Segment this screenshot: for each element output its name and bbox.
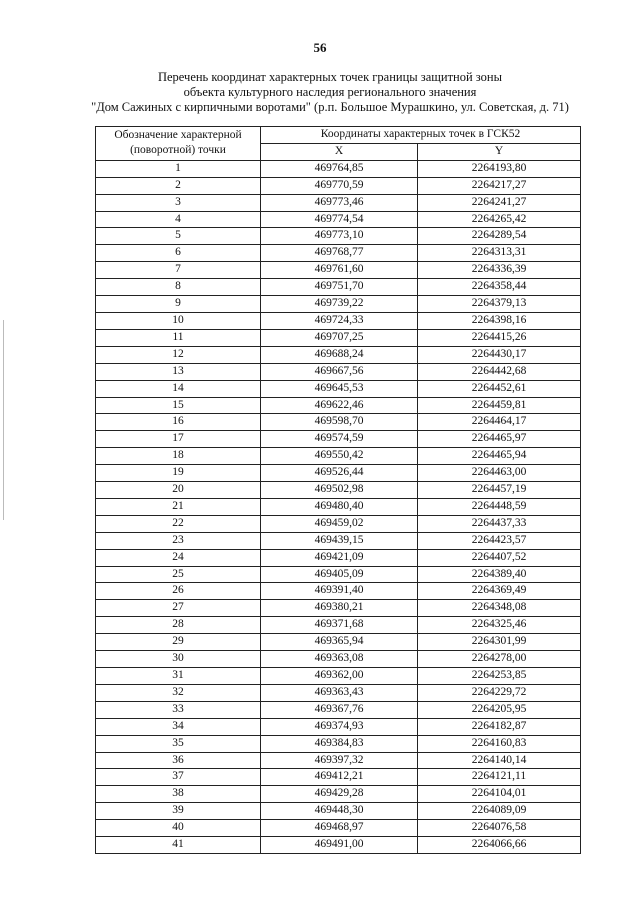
point-number-cell: 8: [96, 279, 261, 296]
y-coordinate-cell: 2264265,42: [418, 211, 581, 228]
y-coordinate-cell: 2264193,80: [418, 160, 581, 177]
header-y: Y: [418, 143, 581, 160]
x-coordinate-cell: 469362,00: [261, 668, 418, 685]
point-number-cell: 20: [96, 482, 261, 499]
y-coordinate-cell: 2264182,87: [418, 718, 581, 735]
x-coordinate-cell: 469502,98: [261, 482, 418, 499]
table-row: [96, 296, 581, 313]
x-coordinate-cell: 469550,42: [261, 448, 418, 465]
point-number-cell: 11: [96, 329, 261, 346]
x-coordinate-cell: 469707,25: [261, 329, 418, 346]
x-coordinate-cell: 469724,33: [261, 312, 418, 329]
point-number-cell: 38: [96, 786, 261, 803]
x-coordinate-cell: 469667,56: [261, 363, 418, 380]
x-coordinate-cell: 469391,40: [261, 583, 418, 600]
y-coordinate-cell: 2264205,95: [418, 701, 581, 718]
x-coordinate-cell: 469380,21: [261, 600, 418, 617]
table-row: [96, 566, 581, 583]
y-coordinate-cell: 2264415,26: [418, 329, 581, 346]
table-row: [96, 312, 581, 329]
y-coordinate-cell: 2264348,08: [418, 600, 581, 617]
point-number-cell: 35: [96, 735, 261, 752]
table-row: [96, 482, 581, 499]
x-coordinate-cell: 469773,10: [261, 228, 418, 245]
y-coordinate-cell: 2264369,49: [418, 583, 581, 600]
point-number-cell: 28: [96, 617, 261, 634]
table-row: [96, 651, 581, 668]
point-number-cell: 26: [96, 583, 261, 600]
point-number-cell: 27: [96, 600, 261, 617]
point-number-cell: 17: [96, 431, 261, 448]
point-number-cell: 33: [96, 701, 261, 718]
y-coordinate-cell: 2264289,54: [418, 228, 581, 245]
y-coordinate-cell: 2264430,17: [418, 346, 581, 363]
point-number-cell: 7: [96, 262, 261, 279]
y-coordinate-cell: 2264066,66: [418, 837, 581, 854]
y-coordinate-cell: 2264459,81: [418, 397, 581, 414]
header-point-designation: Обозначение характерной (поворотной) точки: [96, 127, 261, 161]
y-coordinate-cell: 2264358,44: [418, 279, 581, 296]
x-coordinate-cell: 469405,09: [261, 566, 418, 583]
point-number-cell: 10: [96, 312, 261, 329]
point-number-cell: 12: [96, 346, 261, 363]
y-coordinate-cell: 2264301,99: [418, 634, 581, 651]
table-header: [96, 127, 581, 161]
title-line-2: объекта культурного наследия регионального значения: [183, 85, 477, 99]
table-row: [96, 211, 581, 228]
y-coordinate-cell: 2264278,00: [418, 651, 581, 668]
x-coordinate-cell: 469363,43: [261, 684, 418, 701]
table-row: [96, 837, 581, 854]
y-coordinate-cell: 2264389,40: [418, 566, 581, 583]
y-coordinate-cell: 2264104,01: [418, 786, 581, 803]
table-row: [96, 346, 581, 363]
table-row: [96, 684, 581, 701]
point-number-cell: 37: [96, 769, 261, 786]
point-number-cell: 2: [96, 177, 261, 194]
x-coordinate-cell: 469371,68: [261, 617, 418, 634]
point-number-cell: 19: [96, 465, 261, 482]
x-coordinate-cell: 469768,77: [261, 245, 418, 262]
table-row: [96, 600, 581, 617]
x-coordinate-cell: 469384,83: [261, 735, 418, 752]
point-number-cell: 29: [96, 634, 261, 651]
x-coordinate-cell: 469774,54: [261, 211, 418, 228]
y-coordinate-cell: 2264253,85: [418, 668, 581, 685]
x-coordinate-cell: 469459,02: [261, 515, 418, 532]
table-row: [96, 786, 581, 803]
point-number-cell: 41: [96, 837, 261, 854]
point-number-cell: 30: [96, 651, 261, 668]
point-number-cell: 31: [96, 668, 261, 685]
point-number-cell: 6: [96, 245, 261, 262]
x-coordinate-cell: 469363,08: [261, 651, 418, 668]
point-number-cell: 24: [96, 549, 261, 566]
x-coordinate-cell: 469429,28: [261, 786, 418, 803]
table-row: [96, 752, 581, 769]
y-coordinate-cell: 2264423,57: [418, 532, 581, 549]
point-number-cell: 15: [96, 397, 261, 414]
point-number-cell: 21: [96, 498, 261, 515]
y-coordinate-cell: 2264229,72: [418, 684, 581, 701]
x-coordinate-cell: 469764,85: [261, 160, 418, 177]
x-coordinate-cell: 469761,60: [261, 262, 418, 279]
x-coordinate-cell: 469688,24: [261, 346, 418, 363]
table-row: [96, 245, 581, 262]
point-number-cell: 32: [96, 684, 261, 701]
page-number: 56: [313, 40, 327, 55]
table-row: [96, 228, 581, 245]
x-coordinate-cell: 469770,59: [261, 177, 418, 194]
y-coordinate-cell: 2264465,94: [418, 448, 581, 465]
table-row: [96, 668, 581, 685]
point-number-cell: 14: [96, 380, 261, 397]
x-coordinate-cell: 469367,76: [261, 701, 418, 718]
y-coordinate-cell: 2264442,68: [418, 363, 581, 380]
y-coordinate-cell: 2264160,83: [418, 735, 581, 752]
header-coordinates: Координаты характерных точек в ГСК52: [261, 127, 581, 144]
y-coordinate-cell: 2264464,17: [418, 414, 581, 431]
table-row: [96, 735, 581, 752]
table-row: [96, 583, 581, 600]
x-coordinate-cell: 469526,44: [261, 465, 418, 482]
y-coordinate-cell: 2264407,52: [418, 549, 581, 566]
x-coordinate-cell: 469645,53: [261, 380, 418, 397]
y-coordinate-cell: 2264457,19: [418, 482, 581, 499]
y-coordinate-cell: 2264465,97: [418, 431, 581, 448]
point-number-cell: 3: [96, 194, 261, 211]
point-number-cell: 18: [96, 448, 261, 465]
x-coordinate-cell: 469439,15: [261, 532, 418, 549]
title-line-3: "Дом Сажиных с кирпичными воротами" (р.п. Большое Мурашкино, ул. Советская, д. 71): [91, 100, 569, 114]
point-number-cell: 39: [96, 803, 261, 820]
coordinates-table: [95, 126, 581, 854]
table-row: [96, 634, 581, 651]
table-row: [96, 160, 581, 177]
point-number-cell: 1: [96, 160, 261, 177]
table-row: [96, 718, 581, 735]
table-row: [96, 549, 581, 566]
point-number-cell: 13: [96, 363, 261, 380]
table-row: [96, 431, 581, 448]
x-coordinate-cell: 469598,70: [261, 414, 418, 431]
y-coordinate-cell: 2264463,00: [418, 465, 581, 482]
y-coordinate-cell: 2264452,61: [418, 380, 581, 397]
y-coordinate-cell: 2264076,58: [418, 820, 581, 837]
y-coordinate-cell: 2264140,14: [418, 752, 581, 769]
y-coordinate-cell: 2264448,59: [418, 498, 581, 515]
y-coordinate-cell: 2264313,31: [418, 245, 581, 262]
y-coordinate-cell: 2264336,39: [418, 262, 581, 279]
y-coordinate-cell: 2264325,46: [418, 617, 581, 634]
x-coordinate-cell: 469574,59: [261, 431, 418, 448]
point-number-cell: 4: [96, 211, 261, 228]
y-coordinate-cell: 2264217,27: [418, 177, 581, 194]
y-coordinate-cell: 2264121,11: [418, 769, 581, 786]
table-row: [96, 701, 581, 718]
table-row: [96, 803, 581, 820]
point-number-cell: 16: [96, 414, 261, 431]
scan-margin-line: [3, 320, 4, 520]
x-coordinate-cell: 469739,22: [261, 296, 418, 313]
header-x: X: [261, 143, 418, 160]
x-coordinate-cell: 469397,32: [261, 752, 418, 769]
document-title: [60, 70, 600, 115]
x-coordinate-cell: 469448,30: [261, 803, 418, 820]
point-number-cell: 22: [96, 515, 261, 532]
y-coordinate-cell: 2264089,09: [418, 803, 581, 820]
x-coordinate-cell: 469374,93: [261, 718, 418, 735]
table-row: [96, 397, 581, 414]
table-row: [96, 532, 581, 549]
point-number-cell: 9: [96, 296, 261, 313]
x-coordinate-cell: 469468,97: [261, 820, 418, 837]
table-row: [96, 329, 581, 346]
table-row: [96, 769, 581, 786]
x-coordinate-cell: 469412,21: [261, 769, 418, 786]
x-coordinate-cell: 469773,46: [261, 194, 418, 211]
point-number-cell: 34: [96, 718, 261, 735]
point-number-cell: 36: [96, 752, 261, 769]
point-number-cell: 5: [96, 228, 261, 245]
table-row: [96, 448, 581, 465]
table-body: [96, 160, 581, 853]
x-coordinate-cell: 469491,00: [261, 837, 418, 854]
y-coordinate-cell: 2264398,16: [418, 312, 581, 329]
x-coordinate-cell: 469622,46: [261, 397, 418, 414]
table-row: [96, 498, 581, 515]
x-coordinate-cell: 469421,09: [261, 549, 418, 566]
table-row: [96, 820, 581, 837]
table-row: [96, 177, 581, 194]
point-number-cell: 40: [96, 820, 261, 837]
table-row: [96, 363, 581, 380]
y-coordinate-cell: 2264379,13: [418, 296, 581, 313]
x-coordinate-cell: 469365,94: [261, 634, 418, 651]
table-row: [96, 414, 581, 431]
point-number-cell: 23: [96, 532, 261, 549]
y-coordinate-cell: 2264437,33: [418, 515, 581, 532]
x-coordinate-cell: 469751,70: [261, 279, 418, 296]
table-row: [96, 380, 581, 397]
x-coordinate-cell: 469480,40: [261, 498, 418, 515]
y-coordinate-cell: 2264241,27: [418, 194, 581, 211]
table-row: [96, 617, 581, 634]
table-row: [96, 262, 581, 279]
point-number-cell: 25: [96, 566, 261, 583]
title-line-1: Перечень координат характерных точек границы защитной зоны: [157, 70, 503, 84]
table-row: [96, 515, 581, 532]
table-row: [96, 279, 581, 296]
table-row: [96, 194, 581, 211]
table-row: [96, 465, 581, 482]
